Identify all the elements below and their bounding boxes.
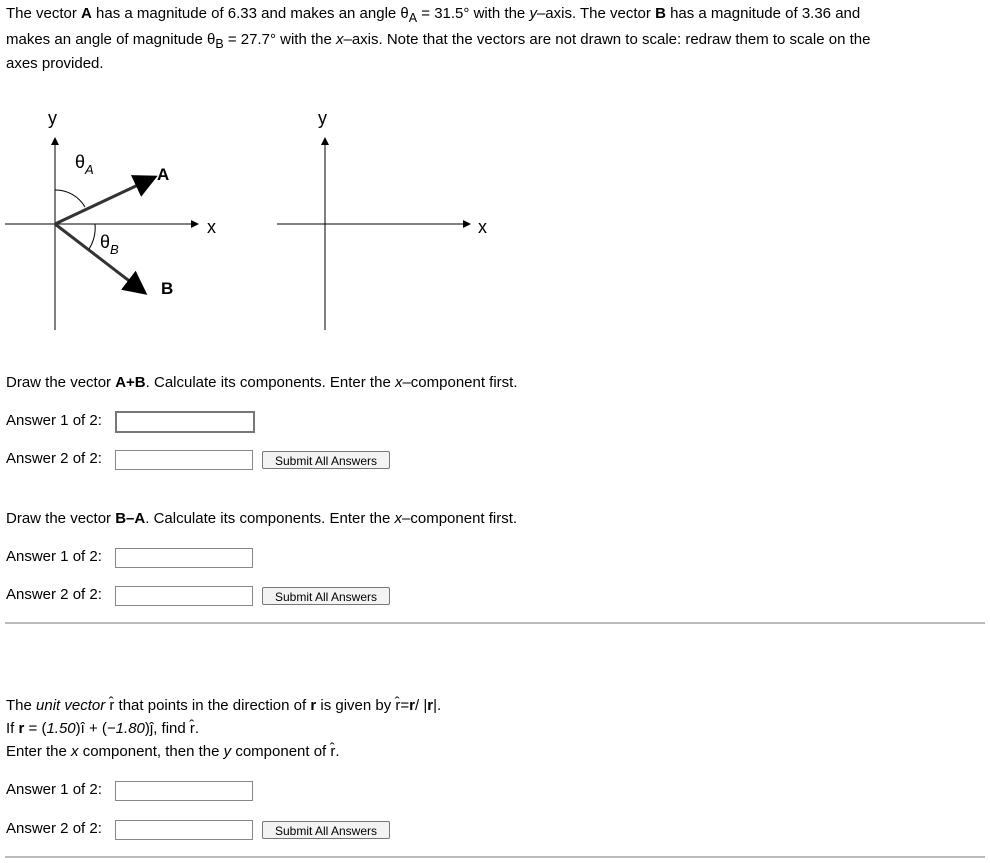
text: θ <box>75 152 86 172</box>
text: component, then the <box>78 743 224 760</box>
text: 1.50 <box>46 720 76 737</box>
text: r <box>427 697 434 714</box>
text: . Calculate its components. Enter the <box>145 374 395 391</box>
text: The vector <box>6 5 82 22</box>
problem-line-3: axes provided. <box>6 55 104 72</box>
text: –component first. <box>402 510 518 527</box>
answer-label: Answer 1 of 2: <box>6 548 102 565</box>
text: x <box>335 31 344 48</box>
text: has a magnitude of 6.33 and makes an angle θ <box>91 5 409 22</box>
x-label: x <box>207 217 216 237</box>
text: y <box>223 743 232 760</box>
q1-answer-1-input[interactable] <box>115 411 255 433</box>
text: = 31.5° with the <box>417 5 530 22</box>
text: y <box>529 5 537 22</box>
text: B <box>110 242 119 257</box>
answer-label: Answer 2 of 2: <box>6 450 102 467</box>
text: |. <box>433 697 442 714</box>
answer-label: Answer 1 of 2: <box>6 781 102 798</box>
text: has a magnitude of 3.36 and <box>665 5 861 22</box>
text: −1.80 <box>106 720 145 737</box>
text: A <box>408 11 418 25</box>
submit-button[interactable]: Submit All Answers <box>262 451 390 469</box>
divider <box>5 622 985 624</box>
text: x <box>71 743 79 760</box>
text: The <box>6 697 37 714</box>
text: B <box>215 37 224 51</box>
question-3-line-3 <box>6 743 340 760</box>
text: . Calculate its components. Enter the <box>145 510 395 527</box>
question-1 <box>6 374 518 391</box>
text: A <box>81 5 92 22</box>
theta-b-label <box>100 232 119 257</box>
vector-a-label: A <box>157 165 170 184</box>
text: Draw the vector <box>6 374 116 391</box>
submit-button[interactable]: Submit All Answers <box>262 821 390 839</box>
text: )ĵ, find r̂. <box>144 720 200 737</box>
divider <box>5 856 985 858</box>
text: –axis. The vector <box>536 5 656 22</box>
text: –axis. Note that the vectors are not drawn to scale: redraw them to scale on the <box>343 31 871 48</box>
y-label: y <box>48 108 57 128</box>
text: A <box>85 162 94 177</box>
question-3-line-1 <box>6 697 441 714</box>
text: θ <box>100 232 111 252</box>
vector-a-arrow <box>55 177 155 224</box>
q2-answer-1-input[interactable] <box>115 548 253 568</box>
q3-answer-2-input[interactable] <box>115 820 253 840</box>
vector-diagram <box>0 100 520 340</box>
text: r̂ that points in the direction of <box>105 697 311 714</box>
text: makes an angle of magnitude θ <box>6 31 216 48</box>
text: = 27.7° with the <box>223 31 336 48</box>
theta-a-label <box>75 152 94 177</box>
text: –component first. <box>402 374 518 391</box>
text: x <box>394 374 403 391</box>
text: is given by r̂= <box>316 697 410 714</box>
answer-label: Answer 2 of 2: <box>6 820 102 837</box>
text: unit vector <box>36 697 106 714</box>
text: = ( <box>24 720 47 737</box>
theta-a-arc <box>55 190 85 207</box>
text: r <box>310 697 317 714</box>
problem-line-2 <box>6 31 870 51</box>
text: component of r̂. <box>231 743 340 760</box>
text: )î + ( <box>75 720 107 737</box>
q1-answer-2-input[interactable] <box>115 450 253 470</box>
text: / | <box>415 697 428 714</box>
answer-label: Answer 1 of 2: <box>6 412 102 429</box>
q3-answer-1-input[interactable] <box>115 781 253 801</box>
text: B <box>655 5 666 22</box>
submit-button[interactable]: Submit All Answers <box>262 587 390 605</box>
text: r <box>18 720 25 737</box>
question-3-line-2 <box>6 720 199 737</box>
text: A+B <box>115 374 146 391</box>
text: r <box>409 697 415 714</box>
vector-b-label: B <box>161 279 174 298</box>
q2-answer-2-input[interactable] <box>115 586 253 606</box>
text: Enter the <box>6 743 72 760</box>
theta-b-arc <box>89 224 95 249</box>
problem-line-1 <box>6 5 860 25</box>
question-2 <box>6 510 517 527</box>
y-label: y <box>318 108 327 128</box>
text: If <box>6 720 19 737</box>
x-label: x <box>478 217 487 237</box>
text: Draw the vector <box>6 510 116 527</box>
text: x <box>394 510 403 527</box>
answer-label: Answer 2 of 2: <box>6 586 102 603</box>
text: B–A <box>115 510 146 527</box>
